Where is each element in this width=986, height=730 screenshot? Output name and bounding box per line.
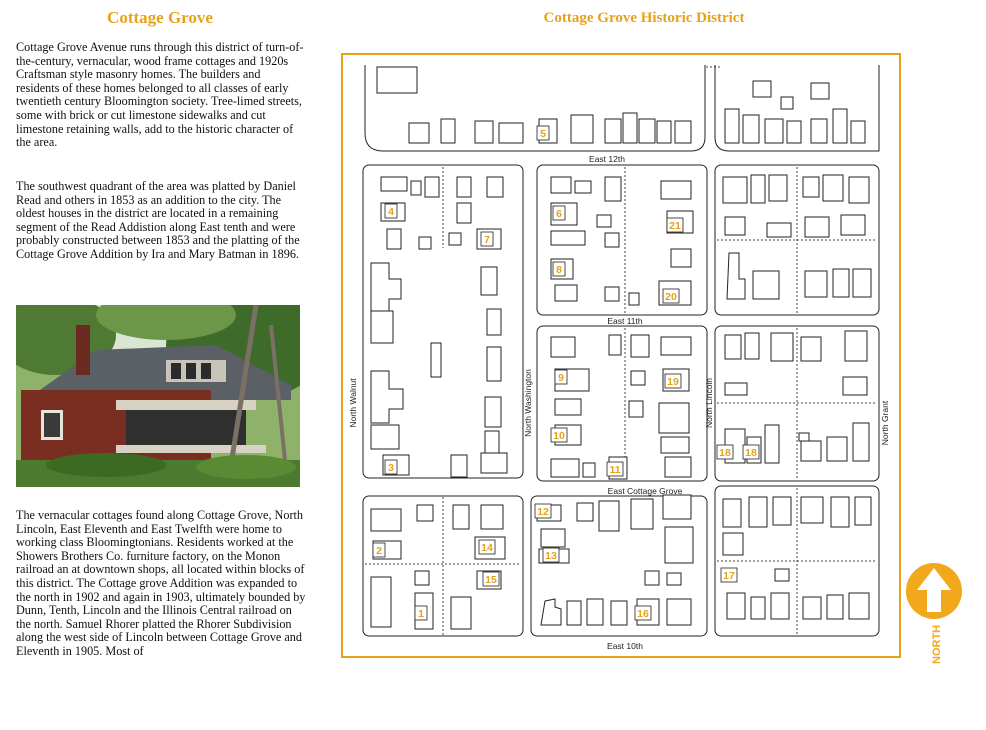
house <box>767 223 791 237</box>
house <box>745 333 759 359</box>
house <box>551 177 571 193</box>
house <box>475 121 493 143</box>
house <box>571 115 593 143</box>
house <box>605 233 619 247</box>
house <box>675 121 691 143</box>
house <box>753 271 779 299</box>
house <box>605 287 619 301</box>
map-title: Cottage Grove Historic District <box>543 10 745 26</box>
house <box>831 497 849 527</box>
house <box>667 573 681 585</box>
house <box>449 233 461 245</box>
house <box>645 571 659 585</box>
cottages-paragraph: The vernacular cottages found along Cottage Grove, North Lincoln, East Eleventh and East Twelfth were home to working class Bloomingtonians. Residents worked at the Showers Brothers Co. furniture factory, on the Monon railroad an at downtown shops, all located within blocks of this district. The Cottage grove Addition was expanded to the north in 1902 and again in 1903, ultimately bounded by Dunn, Tenth, Lincoln and the Illinois Central railroad on the north. Samuel Rhorer platted the Rhorer Subdivision along the west side of Lincoln between Cottage Grove and Eleventh in 1905. Most of <box>16 508 306 658</box>
property-marker-13: 13 <box>545 550 557 562</box>
street-north-washington: North Washington <box>523 369 533 437</box>
house <box>803 177 819 197</box>
house <box>725 217 745 235</box>
house <box>853 269 871 297</box>
house <box>411 181 421 195</box>
house <box>659 403 689 433</box>
house <box>487 309 501 335</box>
property-marker-4: 4 <box>388 206 394 218</box>
house <box>371 509 401 531</box>
house <box>657 121 671 143</box>
house <box>787 121 801 143</box>
house <box>765 119 783 143</box>
page-title: Cottage Grove <box>107 8 213 27</box>
property-marker-17: 17 <box>723 570 735 582</box>
house <box>611 601 627 625</box>
house <box>457 177 471 197</box>
house <box>661 337 691 355</box>
house <box>769 175 787 201</box>
house <box>409 123 429 143</box>
house <box>567 601 581 625</box>
house <box>811 83 829 99</box>
house <box>541 529 565 547</box>
property-marker-7: 7 <box>484 234 490 246</box>
house <box>457 203 471 223</box>
property-marker-20: 20 <box>665 291 677 303</box>
house <box>481 453 507 473</box>
house <box>371 311 393 343</box>
house <box>577 503 593 521</box>
house <box>801 497 823 523</box>
house <box>431 343 441 377</box>
house <box>551 459 579 477</box>
house <box>723 177 747 203</box>
house <box>629 293 639 305</box>
house <box>799 433 809 441</box>
street-east-12th: East 12th <box>589 154 625 164</box>
house <box>805 217 829 237</box>
house <box>597 215 611 227</box>
house <box>805 271 827 297</box>
property-marker-18: 18 <box>719 447 731 459</box>
house <box>485 397 501 427</box>
house <box>551 337 575 357</box>
house <box>833 269 849 297</box>
district-map <box>341 53 901 658</box>
house <box>667 599 691 625</box>
property-marker-1: 1 <box>418 608 424 620</box>
house <box>765 425 779 463</box>
house <box>723 533 743 555</box>
house <box>849 177 869 203</box>
house <box>753 81 771 97</box>
history-paragraph: The southwest quadrant of the area was platted by Daniel Read and others in 1853 as an addition to the city. The oldest houses in the district are located in a remaining segment of the Read Addistion along East tenth and were probably constructed between 1853 and the platting of the Cottage Grove Addition by Ira and Mary Batman in 1896. <box>16 179 300 261</box>
house <box>725 335 741 359</box>
house-photo <box>16 305 300 487</box>
street-north-lincoln: North Lincoln <box>704 377 714 429</box>
house <box>371 425 399 449</box>
house <box>487 177 503 197</box>
house <box>823 175 843 201</box>
house <box>801 441 821 461</box>
house <box>665 527 693 563</box>
house <box>773 497 791 525</box>
house <box>639 119 655 143</box>
house <box>661 181 691 199</box>
house <box>853 423 869 461</box>
house <box>485 431 499 455</box>
property-marker-5: 5 <box>540 128 546 140</box>
house <box>415 571 429 585</box>
house <box>623 113 637 143</box>
property-marker-11: 11 <box>609 464 621 476</box>
property-marker-10: 10 <box>553 430 565 442</box>
house <box>771 593 789 619</box>
property-marker-21: 21 <box>669 220 681 232</box>
house <box>555 285 577 301</box>
house <box>803 597 821 619</box>
street-north-grant: North Grant <box>880 400 890 446</box>
house <box>749 497 767 527</box>
house <box>441 119 455 143</box>
house <box>631 335 649 357</box>
property-marker-12: 12 <box>537 506 549 518</box>
house <box>555 399 581 415</box>
house <box>605 119 621 143</box>
house <box>827 437 847 461</box>
house <box>605 177 621 201</box>
house <box>481 267 497 295</box>
house <box>771 333 793 361</box>
house <box>387 229 401 249</box>
house <box>845 331 867 361</box>
property-marker-19: 19 <box>667 376 679 388</box>
street-east-11th: East 11th <box>607 316 643 326</box>
property-marker-9: 9 <box>558 372 564 384</box>
house <box>453 505 469 529</box>
house <box>419 237 431 249</box>
house <box>599 501 619 531</box>
house <box>801 337 821 361</box>
house <box>587 599 603 625</box>
house <box>551 231 585 245</box>
house <box>841 215 865 235</box>
house <box>377 67 417 93</box>
house <box>609 335 621 355</box>
house <box>725 383 747 395</box>
house <box>851 121 865 143</box>
house <box>661 437 689 453</box>
property-marker-2: 2 <box>376 545 382 557</box>
north-arrow-icon <box>903 560 965 670</box>
property-marker-15: 15 <box>485 574 497 586</box>
house <box>631 371 645 385</box>
house <box>481 505 503 529</box>
property-marker-3: 3 <box>388 462 394 474</box>
house <box>725 109 739 143</box>
house <box>833 109 847 143</box>
house <box>671 249 691 267</box>
house <box>849 593 869 619</box>
street-north-walnut: North Walnut <box>348 378 358 428</box>
property-marker-16: 16 <box>637 608 649 620</box>
house <box>451 597 471 629</box>
house <box>723 499 741 527</box>
north-label: NORTH <box>931 624 943 664</box>
house <box>843 377 867 395</box>
house <box>499 123 523 143</box>
house <box>631 499 653 529</box>
house <box>575 181 591 193</box>
house <box>629 401 643 417</box>
house <box>827 595 843 619</box>
house <box>417 505 433 521</box>
street-east-10th: East 10th <box>607 641 643 651</box>
house <box>451 455 467 477</box>
house <box>663 495 691 519</box>
house <box>371 577 391 627</box>
house <box>811 119 827 143</box>
house <box>381 177 407 191</box>
house <box>425 177 439 197</box>
house <box>583 463 595 477</box>
house <box>665 457 691 477</box>
street-east-cottage-grove: East Cottage Grove <box>607 486 683 496</box>
house <box>487 347 501 381</box>
property-marker-14: 14 <box>481 542 493 554</box>
property-marker-18: 18 <box>745 447 757 459</box>
house <box>743 115 759 143</box>
house <box>775 569 789 581</box>
house <box>751 175 765 203</box>
house <box>781 97 793 109</box>
property-marker-6: 6 <box>556 208 562 220</box>
house <box>855 497 871 525</box>
property-marker-8: 8 <box>556 264 562 276</box>
house <box>727 593 745 619</box>
intro-paragraph: Cottage Grove Avenue runs through this district of turn-of-the-century, vernacular, wood frame cottages and 1920s Craftsman style masonry homes. The builders and residents of these homes belonged to all classes of early twentieth century Bloomington society. Tree-limed streets, some with brick or cut limestone sidewalks and cut limestone retaining walls, add to the historic character of the area. <box>16 40 304 150</box>
house <box>751 597 765 619</box>
